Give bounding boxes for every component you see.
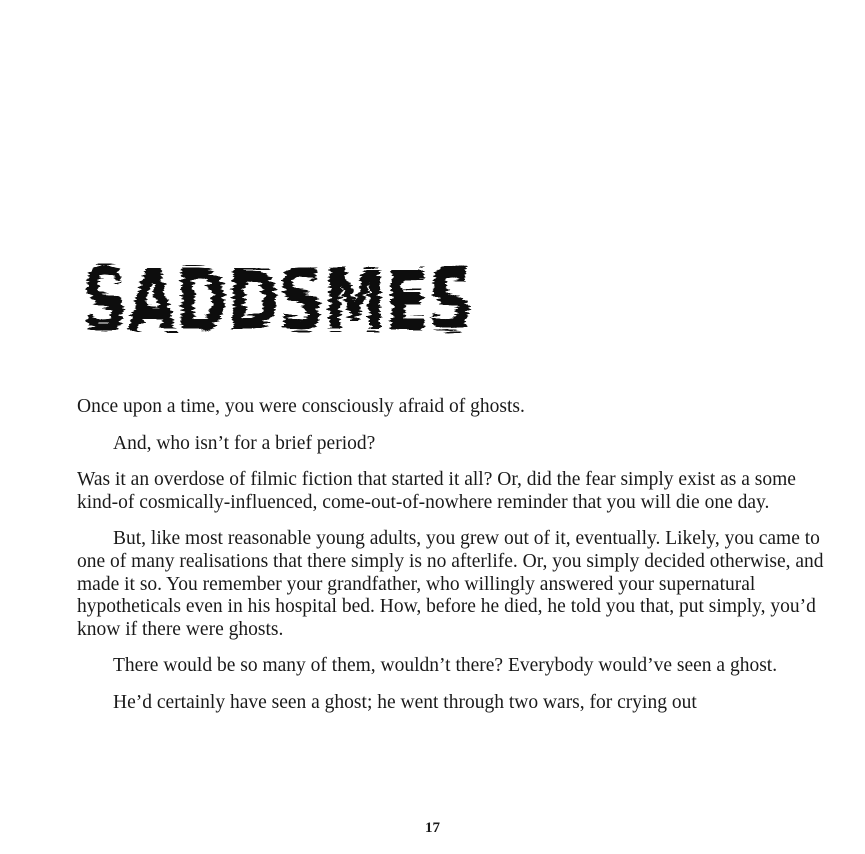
chapter-title-text: SADDSMES [83,251,473,351]
chapter-title [78,251,478,351]
paragraph: There would be so many of them, wouldn’t there? Everybody would’ve seen a ghost. [113,655,778,677]
paragraph: Was it an overdose of filmic fiction that started it all? Or, did the fear simply exist as a some kind-of cosmically-influenced, come-out-of-nowhere reminder that you will die one day. [77,469,796,513]
paragraph: He’d certainly have seen a ghost; he went through two wars, for crying out [113,691,697,713]
page-number: 17 [425,820,440,836]
paragraph: But, like most reasonable young adults, you grew out of it, eventually. Likely, you came to one of many realisations that there simply is no afterlife. Or, you simply decided otherwise, and made it so. You remember your grandfather, who willingly answered your supernatural hypotheticals even in his hospital bed. How, before he died, he told you that, put simply, you’d know if there were ghosts. [77,528,824,640]
body-text [77,396,827,729]
paragraph: And, who isn’t for a brief period? [113,432,376,454]
paragraph: Once upon a time, you were consciously afraid of ghosts. [77,396,525,417]
